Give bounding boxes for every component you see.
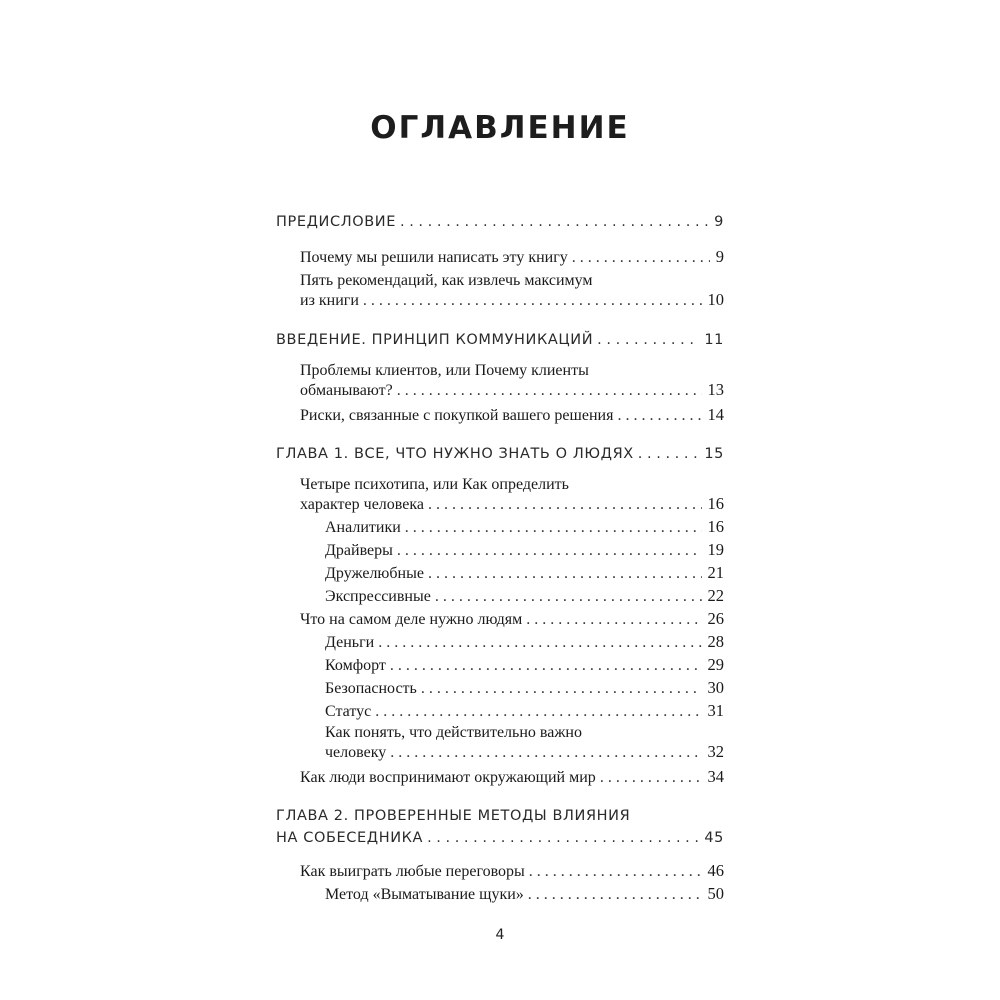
toc-entry-page: 9 [715,247,724,266]
toc-entry-page: 50 [707,884,724,903]
toc-entry-page: 15 [704,446,724,462]
toc-entry-chapter[interactable] [276,830,724,846]
toc-entry-page: 28 [707,632,724,651]
toc-entry-subsection[interactable] [325,563,724,583]
toc-entry-page: 26 [707,609,724,628]
toc-entry-page: 13 [707,380,724,399]
toc-entry-title-line: Проблемы клиентов, или Почему клиенты [300,362,589,379]
toc-entry-page: 14 [707,405,724,424]
dot-leader [427,830,698,846]
dot-leader [400,214,708,230]
dot-leader [397,382,702,400]
toc-entry-subsection[interactable] [325,517,724,537]
toc-entry-section[interactable] [300,247,724,267]
dot-leader [600,769,702,787]
dot-leader [526,611,701,629]
toc-entry-subsection[interactable] [325,655,724,675]
toc-entry-title: человеку [325,744,387,761]
toc-entry-page: 22 [707,586,724,605]
toc-entry-page: 31 [707,701,724,720]
dot-leader [397,542,702,560]
page-number: 4 [495,927,505,943]
toc-entry-page: 19 [707,540,724,559]
toc-entry-page: 29 [707,655,724,674]
dot-leader [378,634,701,652]
dot-leader [529,863,702,881]
toc-entry-section[interactable] [300,609,724,629]
toc-entry-subsection[interactable] [325,742,724,762]
dot-leader [572,249,710,267]
toc-entry-title: ГЛАВА 1. ВСЕ, ЧТО НУЖНО ЗНАТЬ О ЛЮДЯХ [276,446,634,462]
toc-entry-title: обманывают? [300,382,393,399]
toc-entry-title-line: Пять рекомендаций, как извлечь максимум [300,272,593,289]
toc-entry-title: из книги [300,292,359,309]
dot-leader [638,446,699,462]
toc-entry-title: ВВЕДЕНИЕ. ПРИНЦИП КОММУНИКАЦИЙ [276,332,594,348]
toc-entry-title-line: ГЛАВА 2. ПРОВЕРЕННЫЕ МЕТОДЫ ВЛИЯНИЯ [276,808,631,824]
toc-entry-page: 11 [704,332,724,348]
toc-entry-page: 9 [714,214,724,230]
toc-entry-page: 21 [707,563,724,582]
toc-entry-chapter[interactable] [276,214,724,230]
dot-leader [428,496,702,514]
toc-entry-title: Безопасность [325,680,417,697]
toc-entry-subsection[interactable] [325,632,724,652]
toc-entry-title: Драйверы [325,542,393,559]
toc-entry-page: 16 [707,494,724,513]
toc-entry-chapter[interactable] [276,332,724,348]
toc-entry-page: 45 [704,830,724,846]
toc-entry-subsection[interactable] [325,701,724,721]
toc-entry-title: Почему мы решили написать эту книгу [300,249,568,266]
toc-entry-chapter[interactable] [276,446,724,462]
toc-entry-title: Как выиграть любые переговоры [300,863,525,880]
toc-entry-title-line: Как понять, что действительно важно [325,724,582,741]
dot-leader [428,565,702,583]
toc-entry-page: 32 [707,742,724,761]
toc-entry-page: 10 [707,290,724,309]
toc-entry-title: Экспрессивные [325,588,431,605]
dot-leader [405,519,702,537]
dot-leader [617,407,701,425]
table-of-contents [276,0,724,1000]
toc-entry-title-line: Четыре психотипа, или Как определить [300,476,569,493]
toc-entry-page: 46 [707,861,724,880]
toc-entry-title: Деньги [325,634,375,651]
toc-entry-page: 34 [707,767,724,786]
dot-leader [597,332,698,348]
page-title: ОГЛАВЛЕНИЕ [370,110,630,146]
toc-entry-title: Что на самом деле нужно людям [300,611,523,628]
dot-leader [390,744,701,762]
toc-entry-subsection[interactable] [325,540,724,560]
toc-entry-section[interactable] [300,494,724,514]
toc-entry-subsection[interactable] [325,678,724,698]
toc-entry-section[interactable] [300,380,724,400]
toc-entry-section[interactable] [300,290,724,310]
dot-leader [528,886,702,904]
dot-leader [363,292,702,310]
toc-entry-title: характер человека [300,496,424,513]
toc-entry-title: НА СОБЕСЕДНИКА [276,830,424,846]
toc-entry-section[interactable] [300,405,724,425]
dot-leader [375,703,701,721]
toc-entry-title: Как люди воспринимают окружающий мир [300,769,596,786]
toc-entry-title: Статус [325,703,372,720]
toc-entry-subsection[interactable] [325,884,724,904]
dot-leader [421,680,702,698]
toc-entry-title: Комфорт [325,657,386,674]
dot-leader [435,588,702,606]
toc-entry-title: Метод «Выматывание щуки» [325,886,524,903]
toc-entry-page: 16 [707,517,724,536]
toc-entry-section[interactable] [300,861,724,881]
toc-entry-title: Аналитики [325,519,401,536]
toc-entry-subsection[interactable] [325,586,724,606]
toc-entry-title: Риски, связанные с покупкой вашего решения [300,407,614,424]
toc-entry-section[interactable] [300,767,724,787]
toc-entry-page: 30 [707,678,724,697]
toc-entry-title: ПРЕДИСЛОВИЕ [276,214,396,230]
toc-entry-title: Дружелюбные [325,565,424,582]
dot-leader [390,657,702,675]
